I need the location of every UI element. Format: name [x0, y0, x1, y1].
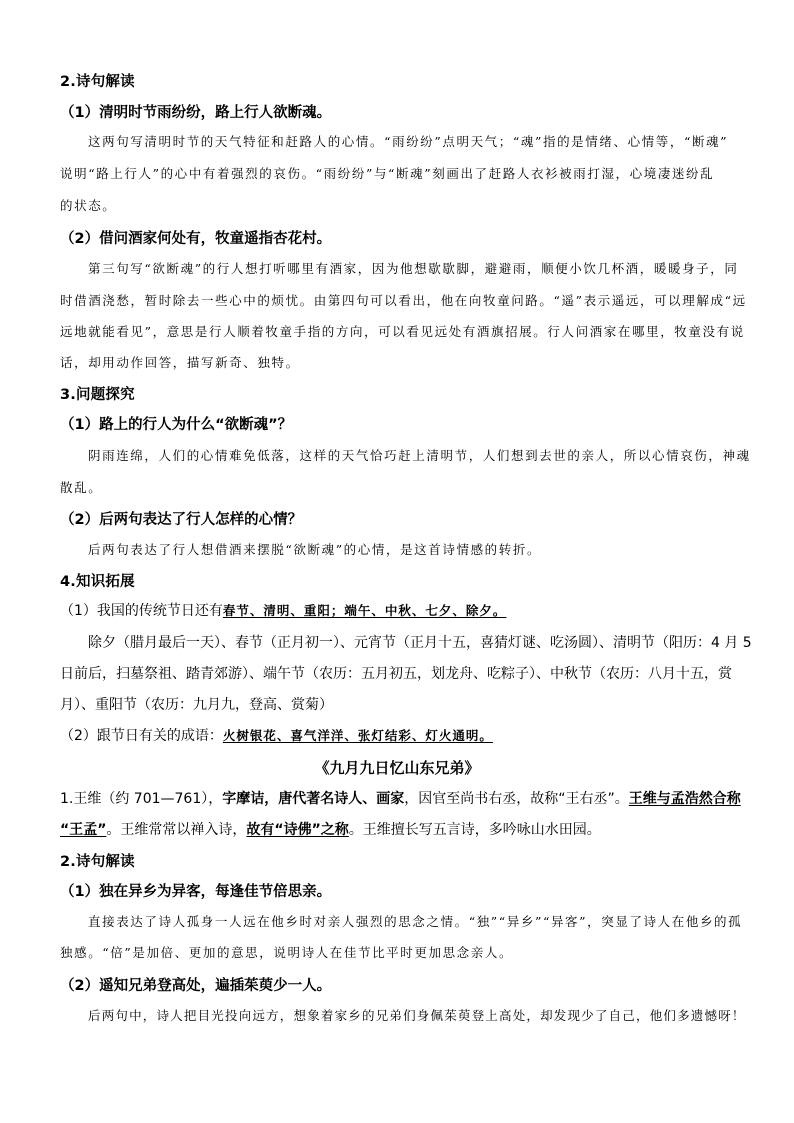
paragraph-line: 散乱。 — [60, 480, 103, 495]
author-text: 1.王维（约 701—761）， — [60, 791, 223, 807]
fill-in-prefix: （2）跟节日有关的成语： — [60, 728, 223, 744]
subheading: （2）借问酒家何处有，牧童遥指杏花村。 — [60, 231, 332, 247]
author-answer: 王维与孟浩然合称 — [628, 791, 741, 807]
author-answer: “王孟” — [60, 822, 107, 838]
paragraph-line: 日前后，扫墓祭祖、踏青郊游）、端午节（农历：五月初五，划龙舟、吃粽子）、中秋节（农历：八月十五，赏 — [60, 666, 732, 682]
paragraph-line: 阴雨连绵，人们的心情难免低落，这样的天气恰巧赶上清明节，人们想到去世的亲人，所以心情哀伤，神魂 — [88, 448, 751, 463]
paragraph-line: 后两句中，诗人把目光投向远方，想象着家乡的兄弟们身佩茱萸登上高处，却发现少了自己，他们多遗憾呀！ — [88, 1008, 746, 1023]
paragraph-line: 除夕（腊月最后一天）、春节（正月初一）、元宵节（正月十五，喜猜灯谜、吃汤圆）、清明节（阳历：4 月 5 — [88, 635, 752, 651]
fill-in-answer: 火树银花、喜气洋洋、张灯结彩、灯火通明。 — [222, 728, 493, 743]
author-text: 。王维擅长写五言诗，多吟咏山水田园。 — [348, 822, 601, 838]
section-heading: 2.诗句解读 — [60, 74, 135, 90]
paragraph-line: 月）、重阳节（农历：九月九，登高、赏菊） — [60, 697, 333, 713]
author-answer: 故有“诗佛”之称 — [246, 822, 349, 838]
subheading: （2）后两句表达了行人怎样的心情？ — [60, 512, 303, 528]
fill-in-line — [60, 725, 493, 745]
subheading: （1）独在异乡为异客，每逢佳节倍思亲。 — [60, 884, 332, 900]
author-line — [60, 819, 601, 839]
paragraph-line: 的状态。 — [60, 198, 117, 213]
section-heading: 3.问题探究 — [60, 387, 135, 403]
paragraph-line: 独感。“倍”是加倍、更加的意思，说明诗人在佳节比平时更加思念亲人。 — [60, 945, 514, 960]
subheading: （1）清明时节雨纷纷，路上行人欲断魂。 — [60, 105, 332, 121]
fill-in-line — [60, 600, 506, 620]
section-heading: 2.诗句解读 — [60, 854, 135, 870]
paragraph-line: 这两句写清明时节的天气特征和赶路人的心情。“雨纷纷”点明天气；“魂”指的是情绪、心情等，“断魂” — [88, 134, 729, 149]
subheading: （2）遥知兄弟登高处，遍插茱萸少一人。 — [60, 978, 332, 994]
paragraph-line: 直接表达了诗人孤身一人远在他乡时对亲人强烈的思念之情。“独”“异乡”“异客”，突显了诗人在他乡的孤 — [88, 914, 743, 929]
paragraph-line: 后两句表达了行人想借酒来摆脱“欲断魂”的心情，是这首诗情感的转折。 — [88, 542, 542, 557]
section-heading: 4.知识拓展 — [60, 574, 135, 590]
paragraph-line: 时借酒浇愁，暂时除去一些心中的烦忧。由第四句可以看出，他在向牧童问路。“遥”表示遥远，可以理解成“远 — [60, 293, 747, 308]
fill-in-answer: 春节、清明、重阳；端午、中秋、七夕、除夕。 — [222, 603, 507, 618]
author-answer: 字摩诘，唐代著名诗人、画家 — [222, 791, 405, 807]
paragraph-line: 话，却用动作回答，描写新奇、独特。 — [60, 355, 300, 370]
fill-in-prefix: （1）我国的传统节日还有 — [60, 603, 223, 619]
paragraph-line: 说明“路上行人”的心中有着强烈的哀伤。“雨纷纷”与“断魂”刻画出了赶路人衣衫被雨打湿，心境凄迷纷乱 — [60, 166, 715, 181]
paragraph-line: 第三句写“欲断魂”的行人想打听哪里有酒家，因为他想歇歇脚，避避雨，顺便小饮几杯酒，暖暖身子，同 — [88, 261, 739, 276]
poem-title: 《九月九日忆山东兄弟》 — [314, 759, 480, 777]
author-text: 。王维常常以禅入诗， — [106, 822, 247, 838]
author-text: ，因官至尚书右丞，故称“王右丞”。 — [404, 791, 629, 807]
subheading: （1）路上的行人为什么“欲断魂”？ — [60, 417, 293, 433]
paragraph-line: 远地就能看见”，意思是行人顺着牧童手指的方向，可以看见远处有酒旗招展。行人问酒家在哪里，牧童没有说 — [60, 324, 745, 339]
author-line — [60, 788, 741, 808]
